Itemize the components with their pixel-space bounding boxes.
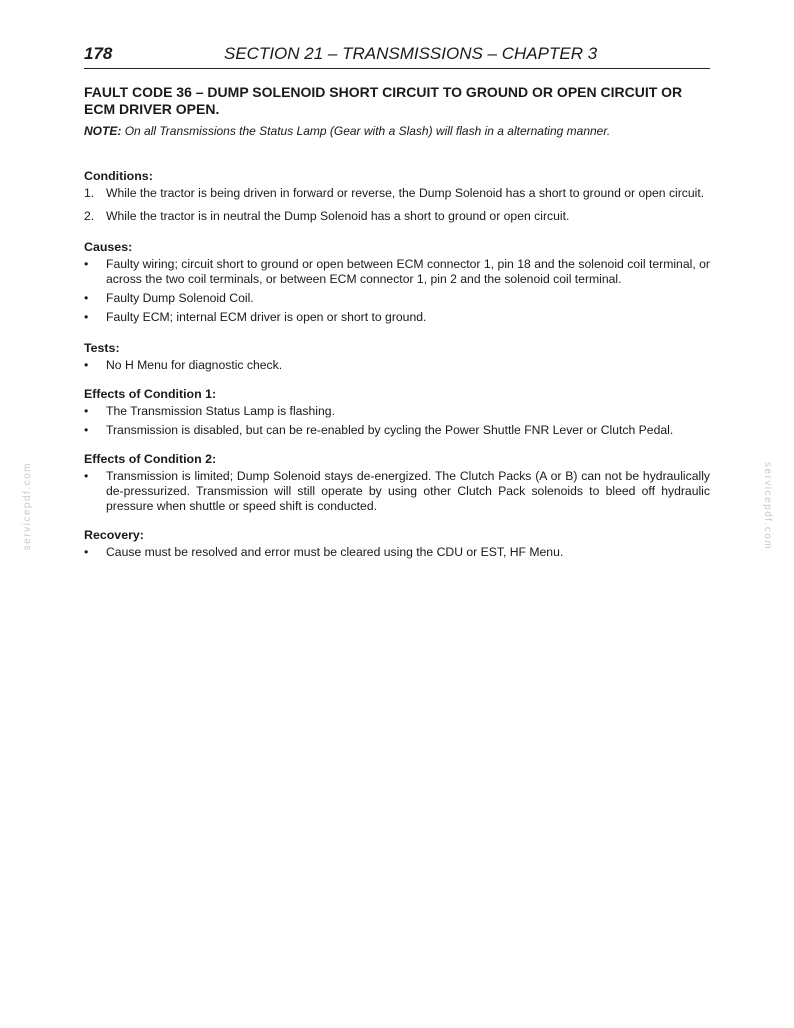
bullet-marker: • (84, 310, 89, 324)
tests-list (84, 358, 710, 373)
list-marker: 2. (84, 209, 95, 223)
list-item (84, 469, 710, 514)
list-item (84, 291, 710, 306)
effects1-list (84, 404, 710, 438)
effects2-section (84, 452, 710, 514)
bullet-marker: • (84, 404, 89, 418)
bullet-marker: • (84, 469, 89, 483)
list-item (84, 545, 710, 560)
list-item-text: No H Menu for diagnostic check. (106, 358, 283, 372)
note-text: On all Transmissions the Status Lamp (Gear with a Slash) will flash in a alternating manner. (124, 124, 611, 138)
list-item (84, 257, 710, 287)
bullet-marker: • (84, 257, 89, 271)
list-item-text: Transmission is limited; Dump Solenoid stays de-energized. The Clutch Packs (A or B) can not be hydraulically de-pressurized. Transmission will still operate by using other Clutch Pack solenoids to bleed off hydraulic pressure when shuttle or speed shift is conducted. (106, 469, 710, 513)
effects1-section (84, 387, 710, 438)
causes-heading: Causes: (84, 240, 133, 254)
recovery-heading: Recovery: (84, 528, 144, 542)
effects2-list (84, 469, 710, 514)
page-number: 178 (84, 44, 113, 63)
causes-list (84, 257, 710, 325)
bullet-marker: • (84, 291, 89, 305)
list-item-text: Faulty Dump Solenoid Coil. (106, 291, 254, 305)
document-body (84, 84, 710, 564)
bullet-marker: • (84, 545, 89, 559)
effects2-heading: Effects of Condition 2: (84, 452, 217, 466)
watermark-right: servicepdf.com (762, 462, 773, 551)
causes-section (84, 240, 710, 325)
conditions-list (84, 186, 710, 224)
list-item (84, 209, 710, 224)
recovery-list (84, 545, 710, 560)
page-header (84, 40, 710, 69)
list-item (84, 423, 710, 438)
fault-title: FAULT CODE 36 – DUMP SOLENOID SHORT CIRCUIT TO GROUND OR OPEN CIRCUIT OR ECM DRIVER OPEN. (84, 84, 683, 117)
list-item-text: Cause must be resolved and error must be cleared using the CDU or EST, HF Menu. (106, 545, 564, 559)
tests-section (84, 341, 710, 373)
conditions-heading: Conditions: (84, 169, 153, 183)
list-item-text: Faulty wiring; circuit short to ground or open between ECM connector 1, pin 18 and the solenoid coil terminal, or across the two coil terminals, or between ECM connector 1, pin 2 and the solenoid coil terminal. (106, 257, 710, 286)
note-label: NOTE: (84, 124, 122, 138)
section-title: SECTION 21 – TRANSMISSIONS – CHAPTER 3 (224, 44, 598, 63)
list-item (84, 404, 710, 419)
list-item-text: Transmission is disabled, but can be re-enabled by cycling the Power Shuttle FNR Lever or Clutch Pedal. (106, 423, 674, 437)
effects1-heading: Effects of Condition 1: (84, 387, 217, 401)
watermark-left: servicepdf.com (22, 462, 33, 551)
list-item (84, 358, 710, 373)
conditions-section (84, 169, 710, 224)
list-item (84, 310, 710, 325)
list-item (84, 186, 710, 201)
list-item-text: While the tractor is being driven in forward or reverse, the Dump Solenoid has a short to ground or open circuit. (106, 186, 705, 200)
bullet-marker: • (84, 358, 89, 372)
list-item-text: Faulty ECM; internal ECM driver is open or short to ground. (106, 310, 427, 324)
note (84, 124, 710, 139)
list-item-text: While the tractor is in neutral the Dump Solenoid has a short to ground or open circuit. (106, 209, 570, 223)
bullet-marker: • (84, 423, 89, 437)
recovery-section (84, 528, 710, 560)
tests-heading: Tests: (84, 341, 120, 355)
list-item-text: The Transmission Status Lamp is flashing. (106, 404, 335, 418)
list-marker: 1. (84, 186, 95, 200)
